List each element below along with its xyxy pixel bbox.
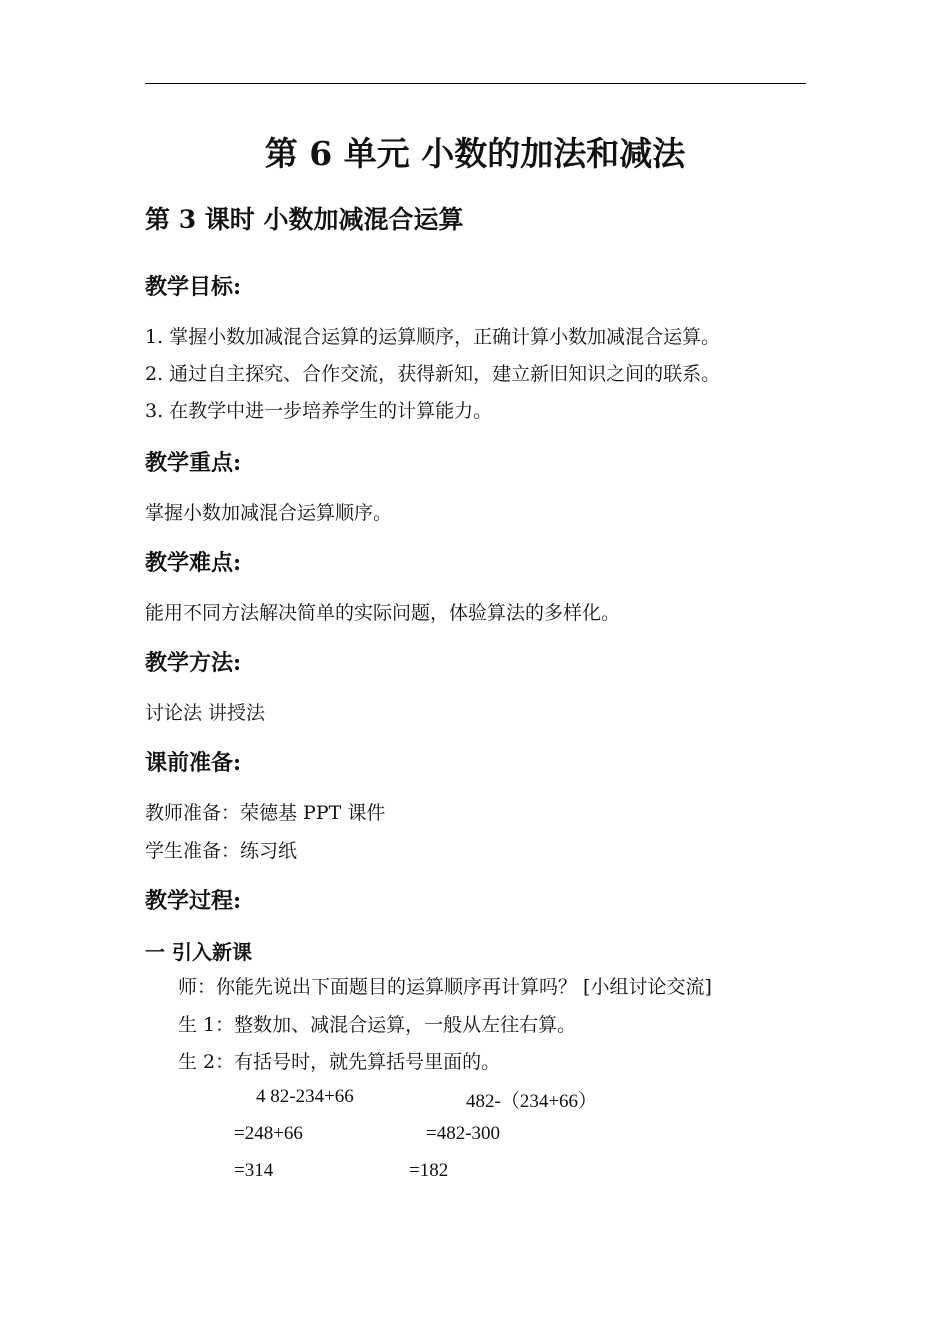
methods-text: 讨论法 讲授法 <box>145 702 266 724</box>
lesson-subtitle: 第 3 课时 小数加减混合运算 <box>145 205 464 234</box>
header-rule <box>145 83 806 84</box>
dialogue-line: 生 2：有括号时，就先算括号里面的。 <box>178 1051 501 1073</box>
key-points-text: 掌握小数加减混合运算顺序。 <box>145 502 393 524</box>
calc-right-line: =482-300 <box>426 1123 501 1144</box>
calc-right-line: 482-（234+66） <box>466 1091 598 1112</box>
dialogue-line: 生 1：整数加、减混合运算，一般从左往右算。 <box>178 1014 577 1036</box>
objective-item: 1. 掌握小数加减混合运算的运算顺序，正确计算小数加减混合运算。 <box>145 326 721 348</box>
calc-left-line: =248+66 <box>234 1123 303 1144</box>
objectives-heading: 教学目标: <box>145 274 242 300</box>
student-preparation: 学生准备：练习纸 <box>145 840 298 862</box>
objective-item: 3. 在教学中进一步培养学生的计算能力。 <box>145 400 493 422</box>
page-title: 第 6 单元 小数的加法和减法 <box>264 134 686 173</box>
teacher-preparation: 教师准备：荣德基 PPT 课件 <box>145 802 386 824</box>
key-points-heading: 教学重点: <box>145 450 242 476</box>
difficulties-text: 能用不同方法解决简单的实际问题，体验算法的多样化。 <box>145 602 621 624</box>
calc-right-line: =182 <box>409 1160 449 1181</box>
objective-item: 2. 通过自主探究、合作交流，获得新知，建立新旧知识之间的联系。 <box>145 363 721 385</box>
process-heading: 教学过程: <box>145 888 242 914</box>
calc-left-line: =314 <box>234 1160 274 1181</box>
intro-heading: 一 引入新课 <box>145 940 252 964</box>
difficulties-heading: 教学难点: <box>145 550 242 576</box>
calc-left-line: 4 82-234+66 <box>256 1086 354 1107</box>
dialogue-line: 师：你能先说出下面题目的运算顺序再计算吗？ [小组讨论交流] <box>178 976 712 998</box>
preparation-heading: 课前准备: <box>145 750 242 776</box>
methods-heading: 教学方法: <box>145 650 242 676</box>
